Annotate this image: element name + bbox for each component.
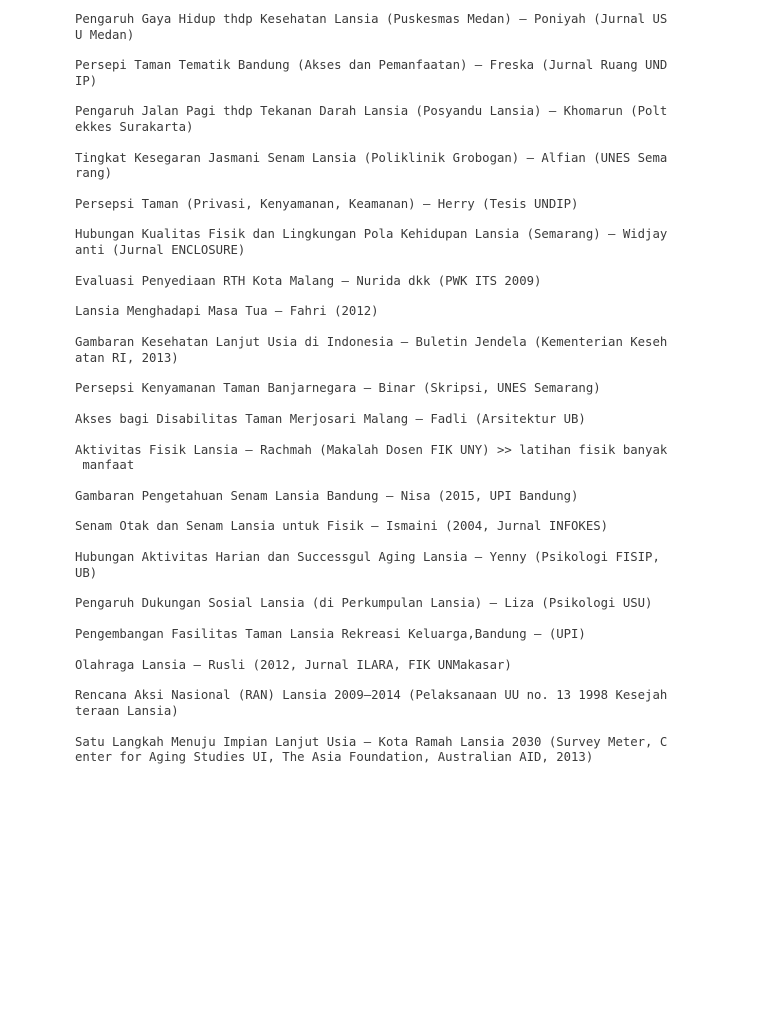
reference-entry xyxy=(75,688,675,719)
reference-entry xyxy=(75,381,675,397)
reference-entry xyxy=(75,274,675,290)
reference-entry xyxy=(75,550,675,581)
reference-line: enter for Aging Studies UI, The Asia Foundation, Australian AID, 2013) xyxy=(75,750,594,765)
reference-entry xyxy=(75,735,675,766)
reference-entry xyxy=(75,519,675,535)
reference-line: Senam Otak dan Senam Lansia untuk Fisik – Ismaini (2004, Jurnal INFOKES) xyxy=(75,519,609,534)
reference-line: UB) xyxy=(75,565,98,580)
reference-entry xyxy=(75,104,675,135)
reference-line: anti (Jurnal ENCLOSURE) xyxy=(75,242,246,257)
reference-entry xyxy=(75,227,675,258)
reference-entry xyxy=(75,335,675,366)
reference-line: Persepsi Kenyamanan Taman Banjarnegara – Binar (Skripsi, UNES Semarang) xyxy=(75,381,601,396)
reference-line: Tingkat Kesegaran Jasmani Senam Lansia (Poliklinik Grobogan) – Alfian (UNES Sema xyxy=(75,150,668,165)
reference-entry xyxy=(75,197,675,213)
reference-list xyxy=(75,12,675,781)
reference-entry xyxy=(75,151,675,182)
reference-line: Hubungan Aktivitas Harian dan Successgul Aging Lansia – Yenny (Psikologi FISIP, xyxy=(75,550,660,565)
reference-line: Persepsi Taman (Privasi, Kenyamanan, Keamanan) – Herry (Tesis UNDIP) xyxy=(75,196,579,211)
reference-line: manfaat xyxy=(75,458,135,473)
reference-line: Olahraga Lansia – Rusli (2012, Jurnal ILARA, FIK UNMakasar) xyxy=(75,657,512,672)
reference-line: Gambaran Kesehatan Lanjut Usia di Indonesia – Buletin Jendela (Kementerian Keseh xyxy=(75,335,668,349)
reference-entry xyxy=(75,489,675,505)
reference-line: Pengaruh Dukungan Sosial Lansia (di Perkumpulan Lansia) – Liza (Psikologi USU) xyxy=(75,596,653,611)
reference-line: U Medan) xyxy=(75,27,135,42)
reference-entry xyxy=(75,627,675,643)
reference-entry xyxy=(75,596,675,612)
reference-line: IP) xyxy=(75,73,98,88)
reference-entry xyxy=(75,58,675,89)
reference-line: Pengaruh Gaya Hidup thdp Kesehatan Lansia (Puskesmas Medan) – Poniyah (Jurnal US xyxy=(75,12,668,26)
reference-entry xyxy=(75,12,675,43)
reference-entry xyxy=(75,304,675,320)
reference-line: Satu Langkah Menuju Impian Lanjut Usia – Kota Ramah Lansia 2030 (Survey Meter, C xyxy=(75,734,668,749)
reference-line: atan RI, 2013) xyxy=(75,350,179,365)
reference-line: Aktivitas Fisik Lansia – Rachmah (Makalah Dosen FIK UNY) >> latihan fisik banyak xyxy=(75,442,668,457)
reference-line: Akses bagi Disabilitas Taman Merjosari Malang – Fadli (Arsitektur UB) xyxy=(75,411,586,426)
reference-line: Rencana Aksi Nasional (RAN) Lansia 2009–2014 (Pelaksanaan UU no. 13 1998 Kesejah xyxy=(75,688,668,703)
reference-line: Pengaruh Jalan Pagi thdp Tekanan Darah Lansia (Posyandu Lansia) – Khomarun (Polt xyxy=(75,104,668,119)
reference-entry xyxy=(75,443,675,474)
reference-line: Evaluasi Penyediaan RTH Kota Malang – Nurida dkk (PWK ITS 2009) xyxy=(75,273,542,288)
reference-entry xyxy=(75,412,675,428)
reference-line: rang) xyxy=(75,166,113,181)
reference-line: ekkes Surakarta) xyxy=(75,119,194,134)
reference-line: Persepi Taman Tematik Bandung (Akses dan Pemanfaatan) – Freska (Jurnal Ruang UND xyxy=(75,58,668,73)
reference-line: Gambaran Pengetahuan Senam Lansia Bandung – Nisa (2015, UPI Bandung) xyxy=(75,488,579,503)
reference-line: Lansia Menghadapi Masa Tua – Fahri (2012) xyxy=(75,304,379,319)
reference-line: teraan Lansia) xyxy=(75,703,179,718)
reference-line: Hubungan Kualitas Fisik dan Lingkungan Pola Kehidupan Lansia (Semarang) – Widjay xyxy=(75,227,668,242)
reference-entry xyxy=(75,658,675,674)
reference-line: Pengembangan Fasilitas Taman Lansia Rekreasi Keluarga,Bandung – (UPI) xyxy=(75,627,586,641)
